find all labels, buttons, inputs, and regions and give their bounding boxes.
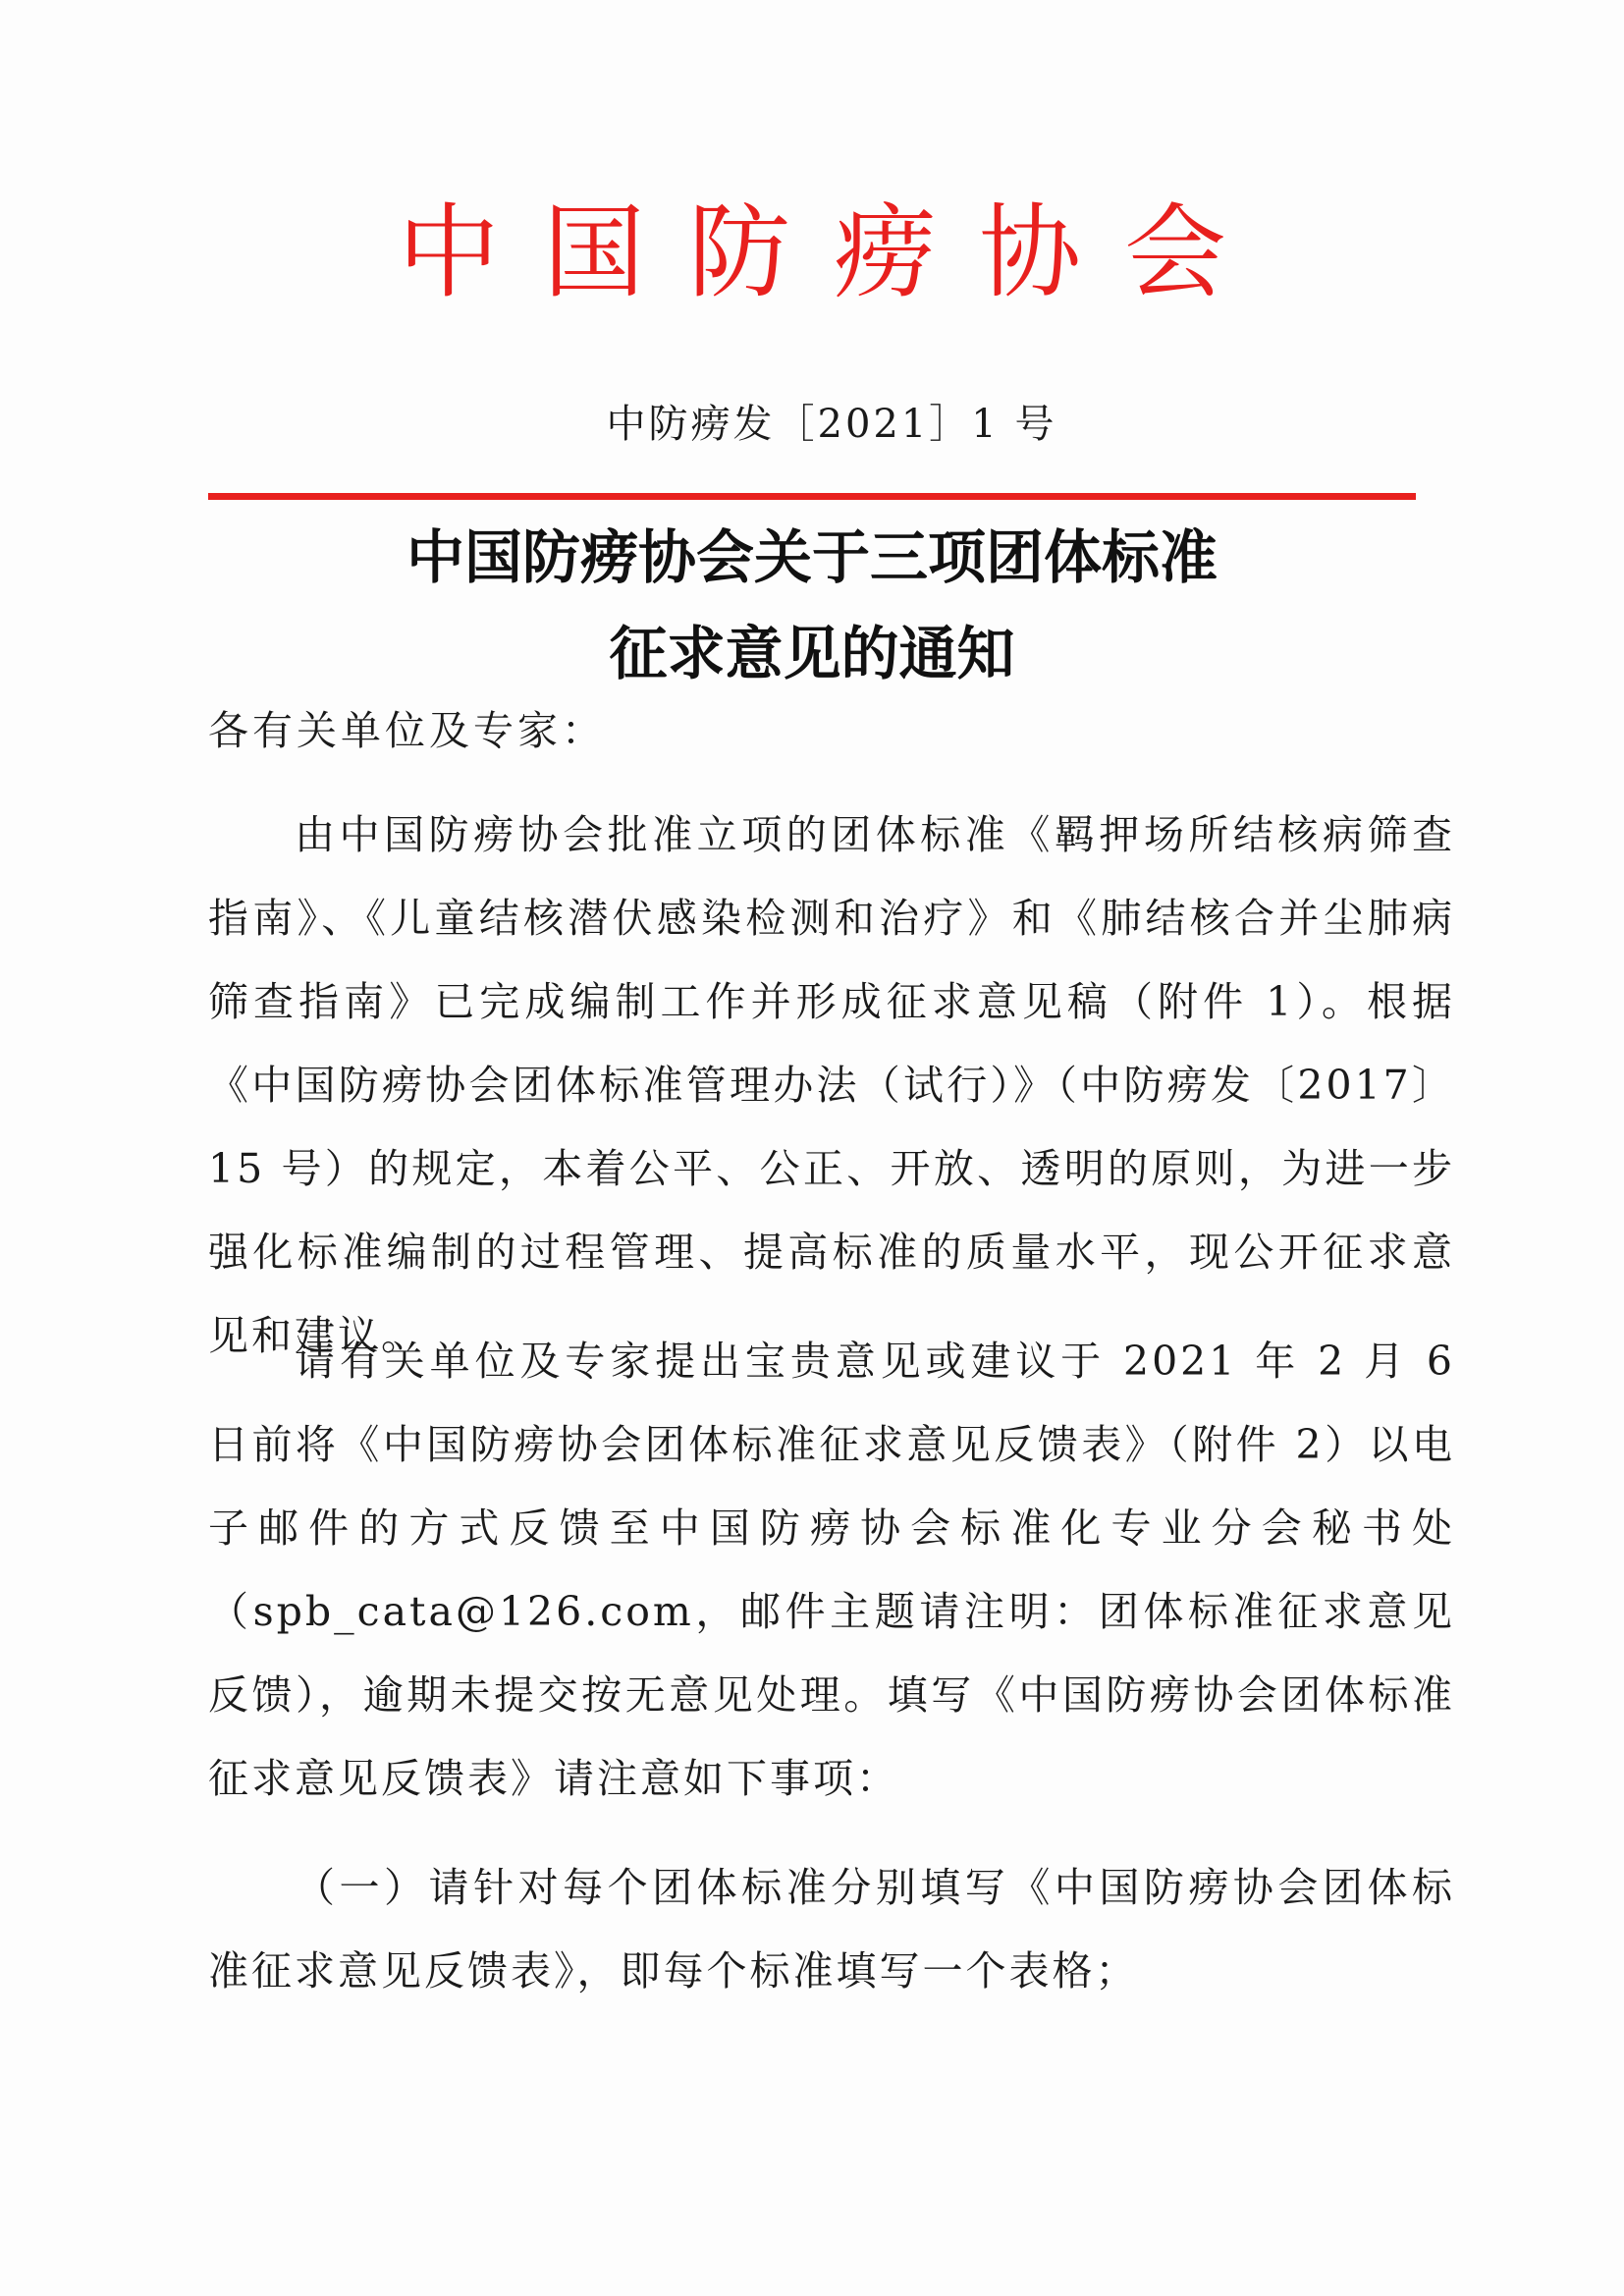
body-paragraph-1: 由中国防痨协会批准立项的团体标准《羁押场所结核病筛查指南》、《儿童结核潜伏感染检测和治疗》和《肺结核合并尘肺病筛查指南》已完成编制工作并形成征求意见稿（附件 1）。根据《中国防痨协会团体标准管理办法（试行）》（中防痨发〔2017〕15 号）的规定，本着公平、公正、开放、透明的原则，为进一步强化标准编制的过程管理、提高标准的质量水平，现公开征求意见和建议。 xyxy=(208,811,1455,1359)
document-number: 中防痨发［2021］1 号 xyxy=(606,402,1057,447)
notice-title-line-2: 征求意见的通知 xyxy=(609,620,1015,687)
organization-header: 中国防痨协会 xyxy=(397,192,1270,312)
notice-title-line-1: 中国防痨协会关于三项团体标准 xyxy=(406,523,1218,591)
body-paragraph-2: 请有关单位及专家提出宝贵意见或建议于 2021 年 2 月 6 日前将《中国防痨协会团体标准征求意见反馈表》（附件 2）以电子邮件的方式反馈至中国防痨协会标准化专业分会秘书处（spb_cata@126.com，邮件主题请注明：团体标准征求意见反馈），逾期未提交按无意见处理。填写《中国防痨协会团体标准征求意见反馈表》请注意如下事项： xyxy=(208,1338,1455,1802)
body-paragraph-3: （一）请针对每个团体标准分别填写《中国防痨协会团体标准征求意见反馈表》，即每个标准填写一个表格； xyxy=(208,1864,1455,1995)
red-divider-line xyxy=(208,493,1416,500)
salutation: 各有关单位及专家： xyxy=(208,707,606,754)
